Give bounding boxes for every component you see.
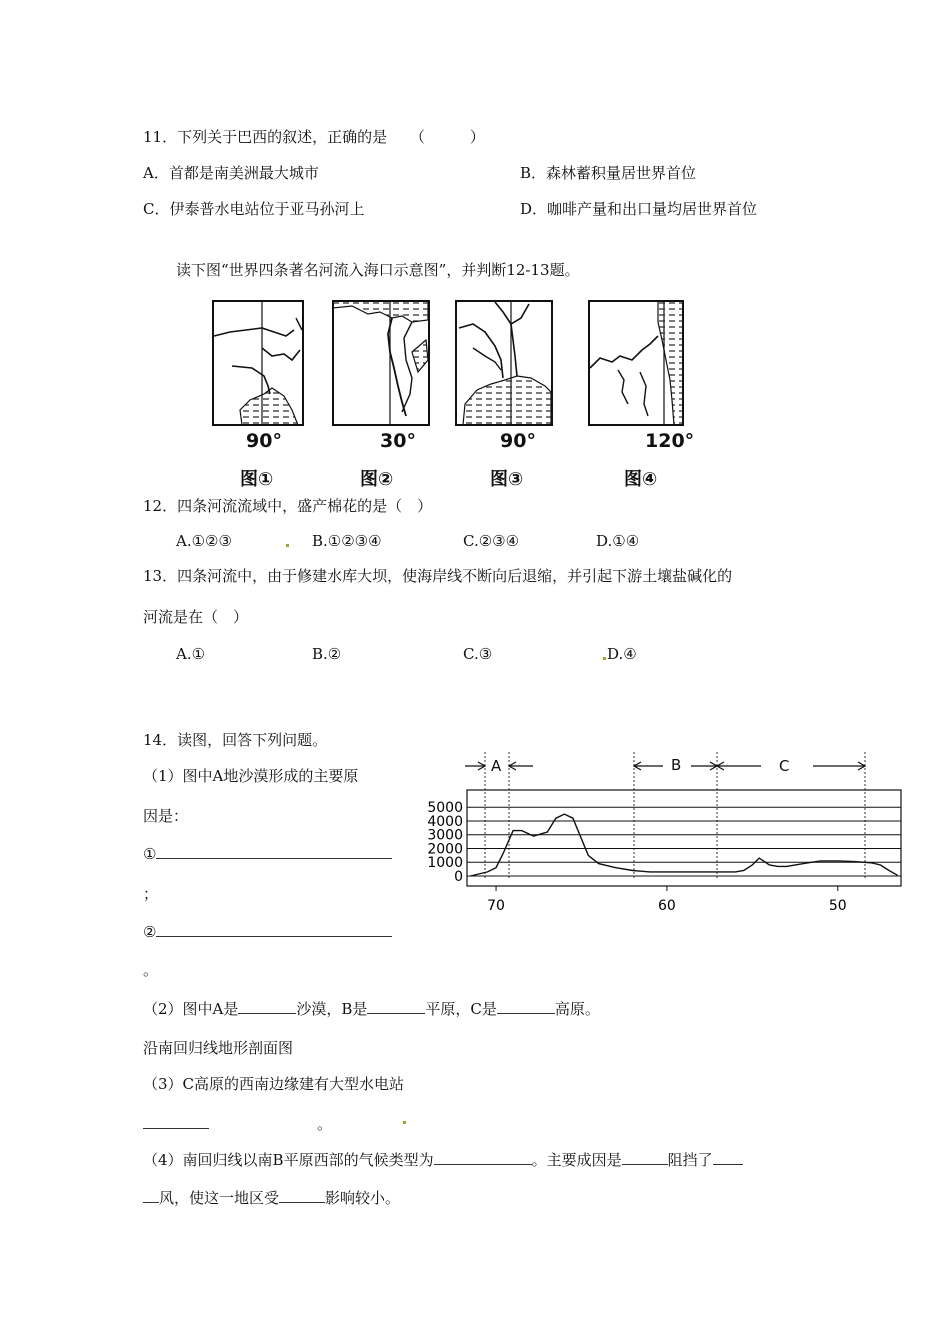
answer-blank-1[interactable] (156, 843, 392, 859)
q14-part2-d: 高原。 (554, 1000, 600, 1018)
x-tick-label: 60 (657, 898, 676, 914)
terrain-profile-svg (415, 750, 905, 920)
figure-title: 沿南回归线地形剖面图 (143, 1039, 294, 1057)
q14-stem: 14．读图，回答下列问题。 (143, 731, 328, 749)
map-1 (212, 300, 304, 426)
answer-blank-2[interactable] (156, 921, 392, 937)
q12-option-b: B.①②③④ (312, 532, 382, 550)
answer-blank-wind-b[interactable] (143, 1187, 159, 1203)
map-1-caption: 图① (240, 469, 274, 490)
map-3-longitude: 90° (500, 430, 536, 452)
answer-blank-wind-a[interactable] (713, 1149, 743, 1165)
map-intro: 读下图“世界四条著名河流入海口示意图”，并判断12-13题。 (176, 261, 580, 279)
q14-part1-line2: 因是： (143, 807, 189, 825)
terrain-profile-line (470, 814, 897, 876)
answer-blank-cause[interactable] (622, 1149, 668, 1165)
map-4-caption: 图④ (624, 469, 658, 490)
q14-part4-c: 阻挡了 (667, 1151, 713, 1169)
q14-item1-label: ① (143, 845, 157, 863)
q14-part3-end: 。 (317, 1115, 333, 1133)
map-3 (455, 300, 553, 426)
map-2 (332, 300, 430, 426)
y-tick-label: 3000 (427, 827, 463, 844)
map-2-caption: 图② (360, 469, 394, 490)
y-tick-label: 4000 (427, 813, 463, 830)
region-label-c: C (779, 757, 790, 775)
q14-item2-label: ② (143, 923, 157, 941)
q14-period: 。 (143, 961, 159, 979)
q11-option-c: C．伊泰普水电站位于亚马孙河上 (143, 200, 365, 218)
stray-dot (403, 1121, 406, 1124)
q13-option-a: A.① (176, 645, 206, 663)
q13-stem-line1: 13．四条河流中，由于修建水库大坝，使海岸线不断向后退缩，并引起下游土壤盐碱化的 (143, 567, 733, 585)
x-tick-label: 70 (487, 898, 505, 914)
q11-option-b: B．森林蓄积量居世界首位 (520, 164, 697, 182)
stray-dot (286, 544, 289, 547)
answer-blank-desert[interactable] (238, 998, 296, 1014)
terrain-profile-chart (415, 750, 905, 924)
answer-blank-plain[interactable] (367, 998, 425, 1014)
q14-part4-d: 风，使这一地区受 (159, 1189, 280, 1207)
map-4 (588, 300, 684, 426)
q11-option-a: A．首都是南美洲最大城市 (143, 164, 319, 182)
q14-part4-a: （4）南回归线以南B平原西部的气候类型为 (143, 1151, 434, 1169)
q14-part4-e: 影响较小。 (325, 1189, 401, 1207)
y-tick-label: 5000 (427, 800, 463, 817)
answer-blank-climate[interactable] (434, 1149, 532, 1165)
q14-semicolon: ； (143, 885, 159, 903)
q13-option-d: D.④ (607, 645, 637, 663)
x-tick-label: 50 (828, 898, 847, 914)
q12-option-c: C.②③④ (463, 532, 520, 550)
stray-dot (603, 657, 606, 660)
q12-option-a: A.①②③ (176, 532, 232, 550)
q12-stem: 12．四条河流流域中，盛产棉花的是（ ） (143, 497, 433, 515)
answer-blank-influence[interactable] (279, 1187, 325, 1203)
q13-stem-line2: 河流是在（ ） (143, 608, 249, 626)
q11-stem: 11．下列关于巴西的叙述，正确的是 (143, 128, 388, 146)
q12-option-d: D.①④ (596, 532, 640, 550)
q14-part2-a: （2）图中A是 (143, 1000, 239, 1018)
y-tick-label: 0 (454, 869, 463, 885)
region-label-b: B (671, 756, 682, 774)
q14-part3-line1: （3）C高原的西南边缘建有大型水电站 (143, 1075, 405, 1093)
map-3-caption: 图③ (490, 469, 524, 490)
q14-part2-b: 沙漠，B是 (296, 1000, 368, 1018)
map-4-longitude: 120° (645, 430, 695, 452)
answer-blank-hydro[interactable] (143, 1113, 209, 1129)
q13-option-b: B.② (312, 645, 342, 663)
q11-paren: （ ） (409, 128, 485, 146)
map-1-longitude: 90° (246, 430, 282, 452)
q11-option-d: D．咖啡产量和出口量均居世界首位 (520, 200, 758, 218)
answer-blank-plateau[interactable] (497, 998, 555, 1014)
region-label-a: A (491, 757, 502, 775)
q14-part2-c: 平原，C是 (425, 1000, 497, 1018)
q13-option-c: C.③ (463, 645, 493, 663)
y-tick-label: 1000 (427, 855, 463, 872)
map-2-longitude: 30° (380, 430, 416, 452)
q14-part1-line1: （1）图中A地沙漠形成的主要原 (143, 767, 359, 785)
q14-part4-b: 。主要成因是 (531, 1151, 622, 1169)
y-tick-label: 2000 (427, 841, 463, 858)
